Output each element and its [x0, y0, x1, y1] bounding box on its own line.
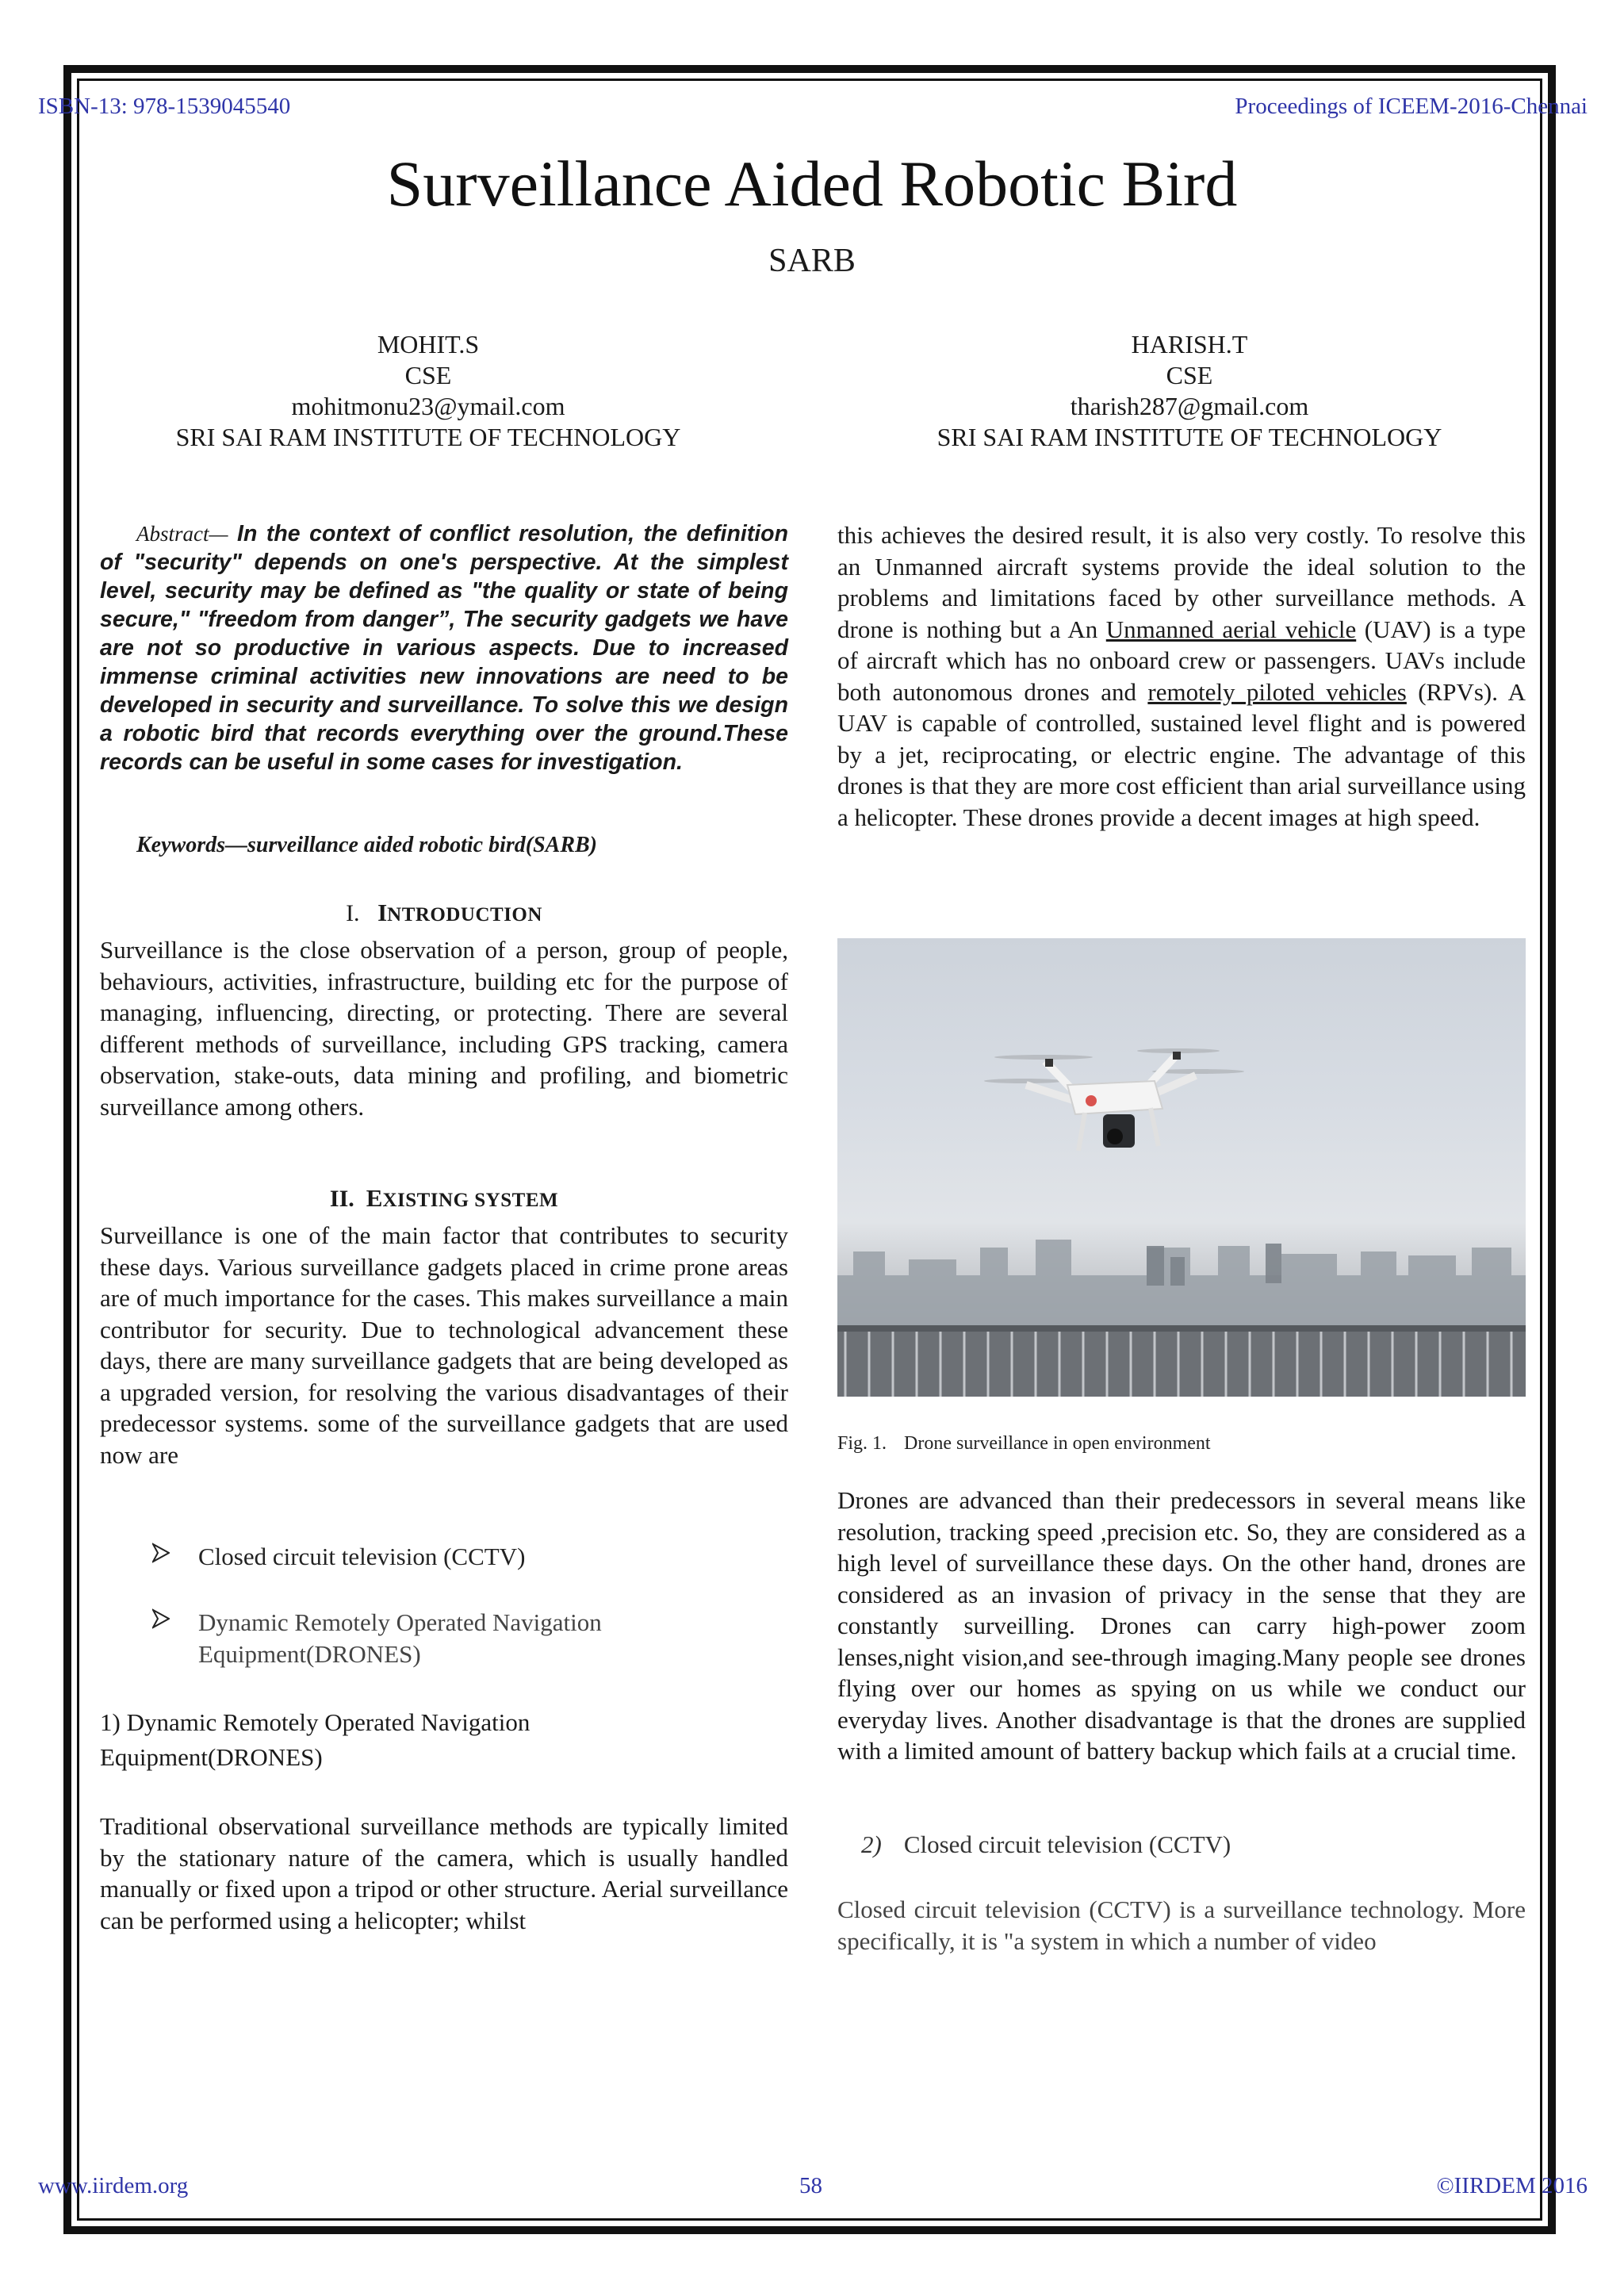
arrow-bullet-icon: [152, 1541, 170, 1570]
drones-body-continued: [837, 519, 1526, 833]
figure-caption: [837, 1433, 1211, 1455]
section-title-rest: XISTING SYSTEM: [382, 1190, 559, 1211]
abstract-text: In the context of conflict resolution, the definition of "security" depends on one's perspective. At the simplest level, security may be defined as "the quality or state of being secure," "freedom from danger”, The security gadgets we have are not so productive in various aspects. Due to increased immense criminal activities new innovations are need to be developed in security and surveillance. To solve this we design a robotic bird that records everything over the ground.These records can be useful in some cases for investigation.: [100, 521, 788, 775]
keywords: Keywords—surveillance aided robotic bird(SARB): [136, 833, 597, 857]
arrow-bullet-icon: [152, 1607, 170, 1635]
drones-body-left: Traditional observational surveillance methods are typically limited by the stationary nature of the camera, which is usually handled manually or fixed upon a tripod or other structure. Aerial surveillance can be performed using a helicopter; whilst: [100, 1812, 788, 1934]
bullet-text: Closed circuit television (CCTV): [198, 1543, 526, 1570]
author-block-2: [880, 329, 1499, 453]
abstract: [100, 519, 788, 776]
paper-title: Surveillance Aided Robotic Bird: [386, 148, 1238, 220]
figure-caption-text: Drone surveillance in open environment: [904, 1433, 1211, 1454]
rpv-link[interactable]: remotely piloted vehicles: [1147, 677, 1407, 706]
author-institute: SRI SAI RAM INSTITUTE OF TECHNOLOGY: [175, 423, 681, 451]
drone-photo: [837, 938, 1526, 1397]
paragraph-text: this achieves the desired result, it is also very costly. To resolve this an Unmanned aircraft systems provide the ideal solution to the problems and limitations faced by other surveillance methods. A drone is nothing but a An: [837, 521, 1526, 643]
paragraph-text: (UAV) is a type of aircraft which has no onboard crew or passengers. UAVs include both autonomous drones and: [837, 615, 1526, 706]
copyright-footer: ©IIRDEM 2016: [1436, 2173, 1588, 2198]
website-footer[interactable]: www.iirdem.org: [38, 2173, 189, 2198]
abstract-lead: Abstract—: [136, 522, 228, 546]
author-dept: CSE: [1166, 361, 1213, 389]
section-heading-existing-system: [100, 1184, 788, 1213]
section-initial: I: [377, 899, 388, 926]
section-numeral: I.: [346, 900, 360, 926]
author-dept: CSE: [404, 361, 452, 389]
paragraph-text: (RPVs). A UAV is capable of controlled, sustained level flight and is powered by a jet, reciprocating, or electric engine. The advantage of this drones is that they are more cost efficient than arial surveillance using a helicopter. These drones provide a decent images at high speed.: [837, 677, 1526, 831]
author-name: HARISH.T: [1131, 330, 1248, 358]
subsection-heading-drones: [100, 1705, 530, 1775]
figure-number: Fig. 1.: [837, 1433, 887, 1454]
uav-link[interactable]: Unmanned aerial vehicle: [1105, 615, 1357, 643]
existing-system-body: Surveillance is one of the main factor that contributes to security these days. Various surveillance gadgets placed in crime prone areas are of much importance for the cases. This makes surveillance a main contributor for security. Due to technological advancement these days, there are many surveillance gadgets that are being developed as a upgraded version, for resolving the various disadvantages of their predecessor systems. some of the surveillance gadgets that are used now are: [100, 1221, 788, 1469]
subsection-title: Closed circuit television (CCTV): [903, 1830, 1231, 1858]
section-title-rest: NTRODUCTION: [387, 904, 542, 926]
proceedings-header: Proceedings of ICEEM-2016-Chennai: [1235, 94, 1588, 119]
section-initial: E: [366, 1184, 383, 1212]
introduction-body: Surveillance is the close observation of a person, group of people, behaviours, activities, infrastructure, building etc for the purpose of managing, influencing, directing, or protecting. There are several different methods of surveillance, including GPS tracking, camera observation, stake-outs, data mining and profiling, and biometric surveillance among others.: [100, 936, 788, 1121]
cctv-body: Closed circuit television (CCTV) is a surveillance technology. More specifically, it is "a system in which a number of video: [837, 1895, 1526, 1955]
drones-body-right: Drones are advanced than their predecessors in several means like resolution, tracking speed ,precision etc. So, they are considered as a high level of surveillance these days. On the other hand, drones are considered as an invasion of privacy in the sense that they are constantly surveilling. Drones can carry high-power zoom lenses,night vision,and see-through imaging.Many people see drones flying over our homes as spying on us while we conduct our everyday lives. Another disadvantage is that the drones are supplied with a limited amount of battery backup which fails at a crucial time.: [837, 1486, 1526, 1765]
author-email: tharish287@gmail.com: [1070, 392, 1309, 420]
bullet-text: Dynamic Remotely Operated Navigation: [198, 1608, 602, 1636]
subsection-number: 2): [861, 1830, 882, 1858]
author-name: MOHIT.S: [377, 330, 480, 358]
section-heading-introduction: [100, 899, 788, 927]
author-block-1: [119, 329, 737, 453]
subsection-heading-line: 1) Dynamic Remotely Operated Navigation: [100, 1708, 530, 1736]
page-number: 58: [799, 2173, 822, 2198]
paper-subtitle: SARB: [768, 243, 856, 279]
section-numeral: II.: [329, 1186, 354, 1212]
author-institute: SRI SAI RAM INSTITUTE OF TECHNOLOGY: [936, 423, 1442, 451]
subsection-heading-line: Equipment(DRONES): [100, 1743, 323, 1771]
bullet-text-continued: Equipment(DRONES): [198, 1640, 421, 1668]
subsection-heading-cctv: [861, 1830, 1231, 1859]
author-email: mohitmonu23@ymail.com: [291, 392, 565, 420]
isbn-header: ISBN-13: 978-1539045540: [38, 94, 291, 119]
